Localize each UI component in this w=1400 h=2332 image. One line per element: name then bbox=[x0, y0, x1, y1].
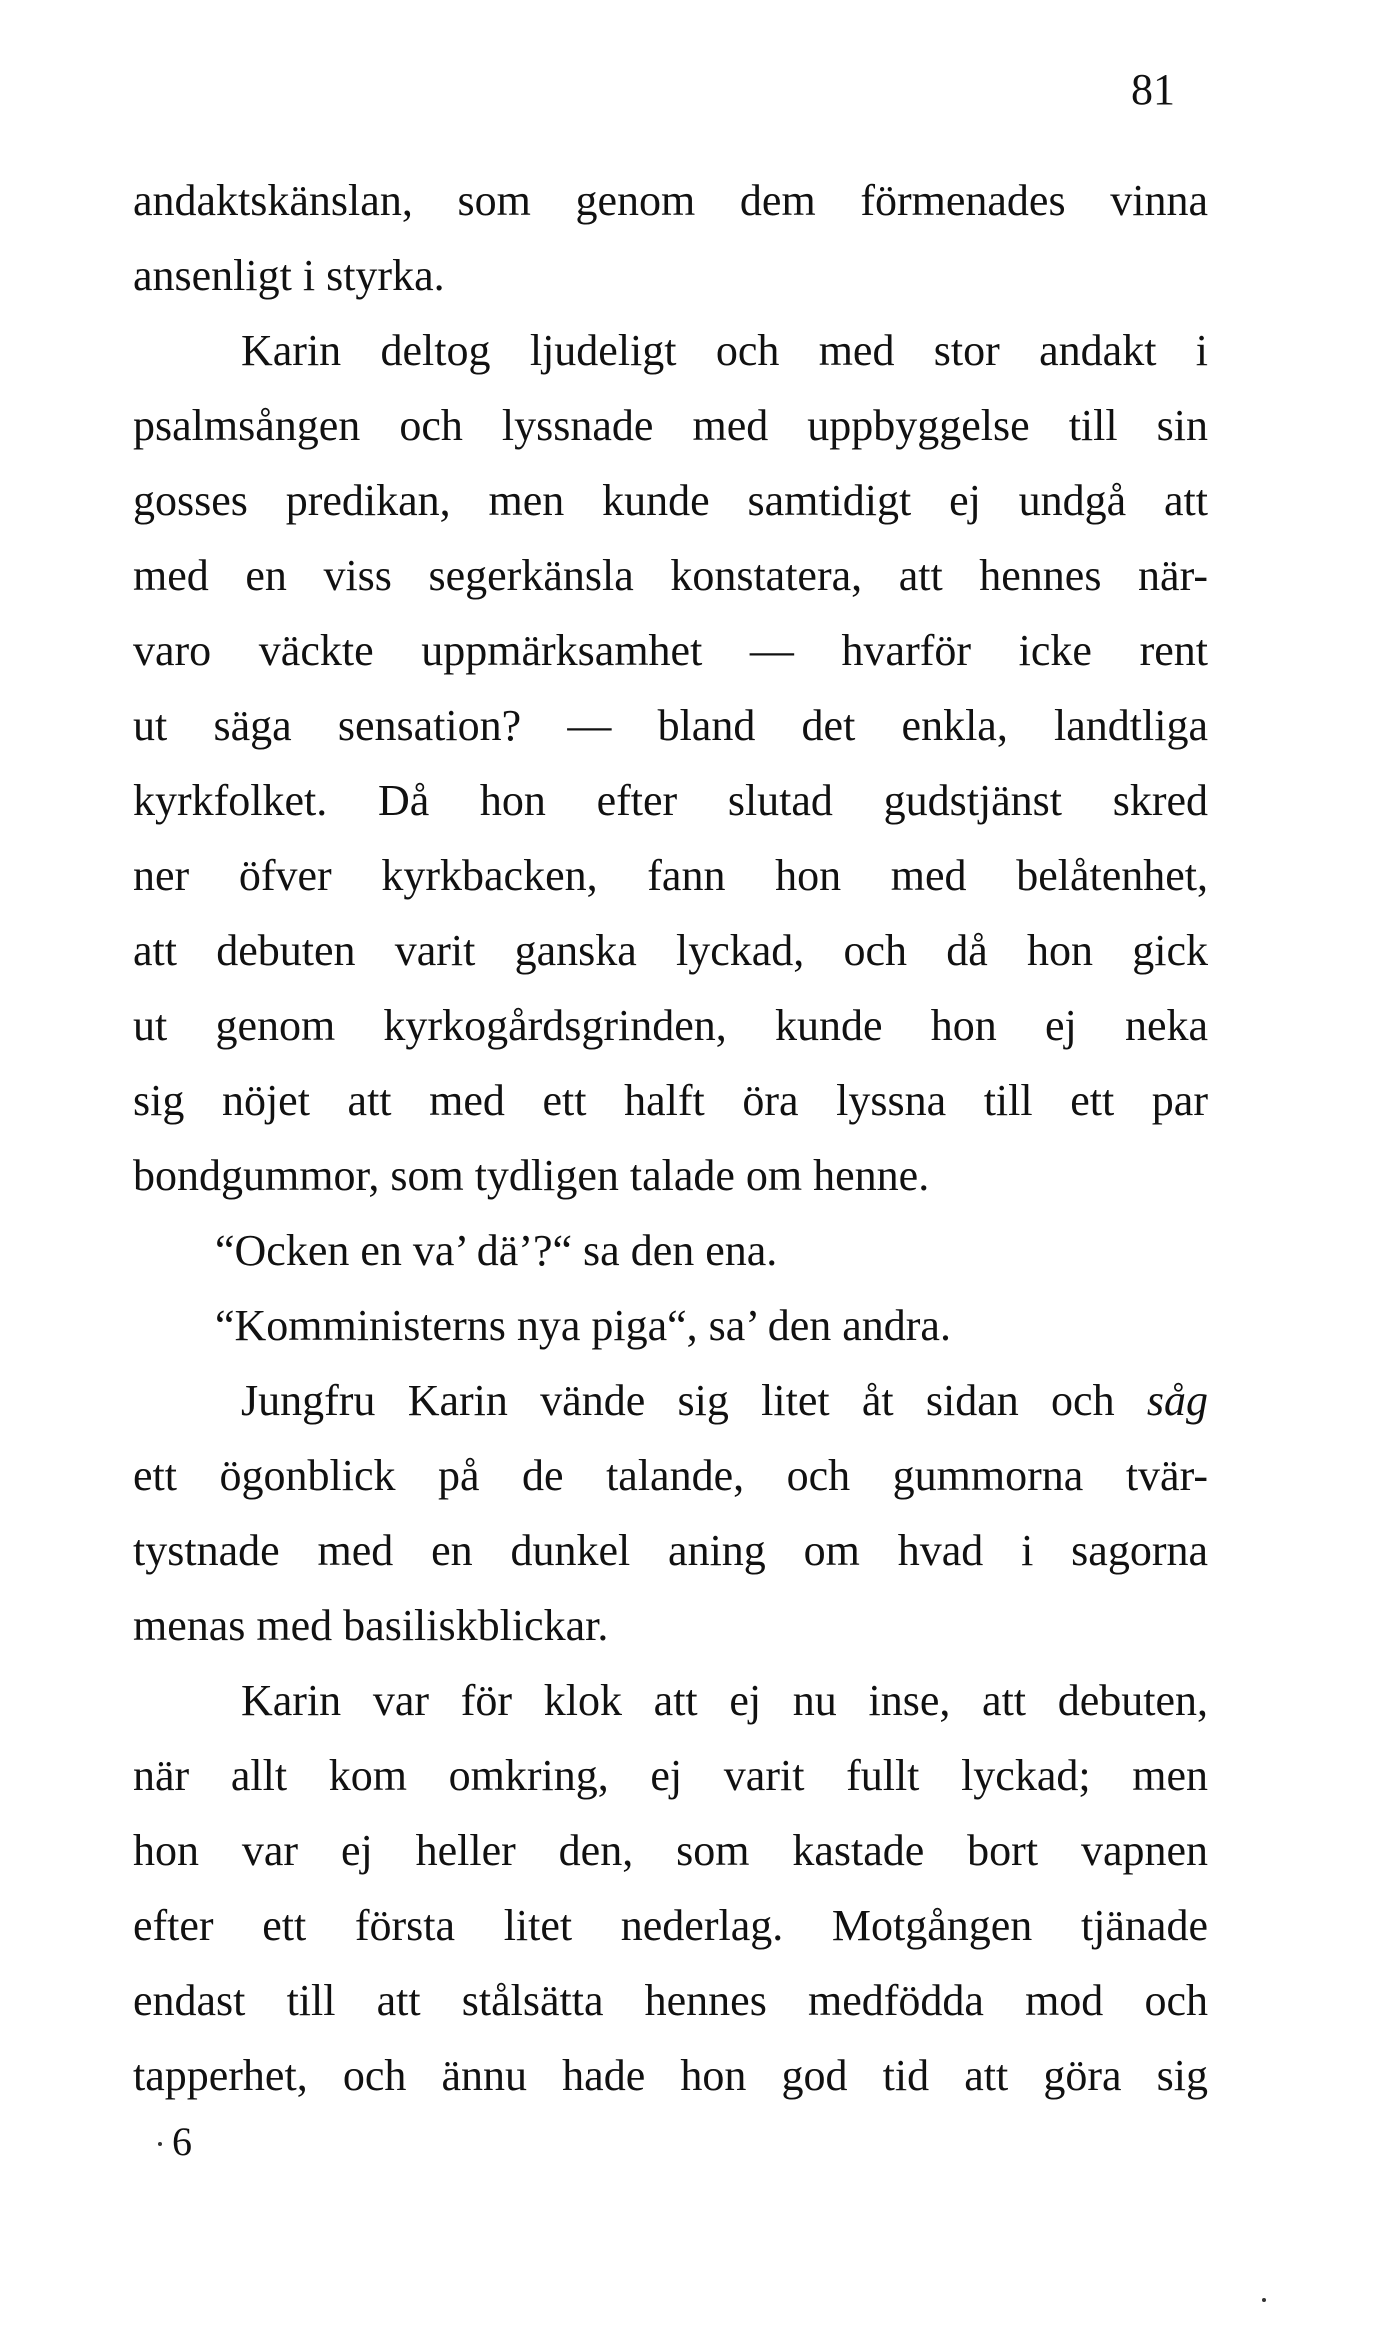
text-line bbox=[133, 538, 1208, 613]
line-text: tystnade med en dunkel aning om hvad i sagorna bbox=[133, 1526, 1208, 1575]
page-number: 81 bbox=[1131, 65, 1175, 114]
line-text: sig nöjet att med ett halft öra lyssna till ett par bbox=[133, 1076, 1208, 1125]
line-text: bondgummor, som tydligen talade om henne. bbox=[133, 1151, 930, 1200]
print-speck bbox=[158, 2142, 162, 2146]
line-text: när allt kom omkring, ej varit fullt lyckad; men bbox=[133, 1751, 1208, 1800]
line-text: ansenligt i styrka. bbox=[133, 251, 445, 300]
line-text: Karin var för klok att ej nu inse, att debuten, bbox=[241, 1676, 1208, 1725]
text-line bbox=[133, 163, 1208, 238]
line-text: ut säga sensation? — bland det enkla, landtliga bbox=[133, 701, 1208, 750]
line-text: hon var ej heller den, som kastade bort vapnen bbox=[133, 1826, 1208, 1875]
text-line bbox=[133, 988, 1208, 1063]
line-text: gosses predikan, men kunde samtidigt ej undgå att bbox=[133, 476, 1208, 525]
line-text: att debuten varit ganska lyckad, och då hon gick bbox=[133, 926, 1208, 975]
text-line bbox=[133, 1363, 1208, 1438]
text-line bbox=[133, 1513, 1208, 1588]
body-text bbox=[133, 163, 1208, 2113]
text-line bbox=[133, 913, 1208, 988]
line-text: menas med basiliskblickar. bbox=[133, 1601, 609, 1650]
text-line bbox=[133, 688, 1208, 763]
text-line bbox=[133, 313, 1208, 388]
line-text: varo väckte uppmärksamhet — hvarför icke rent bbox=[133, 626, 1208, 675]
signature-mark: 6 bbox=[172, 2119, 192, 2164]
text-line bbox=[133, 1813, 1208, 1888]
line-text: psalmsången och lyssnade med uppbyggelse till sin bbox=[133, 401, 1208, 450]
line-text: “Komministerns nya piga“, sa’ den andra. bbox=[215, 1301, 951, 1350]
line-text: Karin deltog ljudeligt och med stor andakt i bbox=[241, 326, 1208, 375]
text-line bbox=[133, 1663, 1208, 1738]
text-line bbox=[133, 1063, 1208, 1138]
line-text: “Ocken en va’ dä’?“ sa den ena. bbox=[215, 1226, 778, 1275]
line-text: efter ett första litet nederlag. Motgången tjänade bbox=[133, 1901, 1208, 1950]
text-line bbox=[133, 2038, 1208, 2113]
line-text: endast till att stålsätta hennes medfödda mod och bbox=[133, 1976, 1208, 2025]
text-line bbox=[133, 1738, 1208, 1813]
text-line bbox=[133, 1213, 1208, 1288]
italic-word: såg bbox=[1146, 1376, 1208, 1425]
text-line bbox=[133, 1288, 1208, 1363]
line-text: kyrkfolket. Då hon efter slutad gudstjänst skred bbox=[133, 776, 1208, 825]
text-line bbox=[133, 838, 1208, 913]
line-text: ut genom kyrkogårdsgrinden, kunde hon ej neka bbox=[133, 1001, 1208, 1050]
line-text: ner öfver kyrkbacken, fann hon med belåtenhet, bbox=[133, 851, 1208, 900]
text-line bbox=[133, 1138, 1208, 1213]
line-text: med en viss segerkänsla konstatera, att hennes när- bbox=[133, 551, 1208, 600]
line-text: Jungfru Karin vände sig litet åt sidan och bbox=[241, 1376, 1147, 1425]
text-line bbox=[133, 613, 1208, 688]
text-line bbox=[133, 1588, 1208, 1663]
text-line bbox=[133, 1888, 1208, 1963]
text-line bbox=[133, 388, 1208, 463]
text-line bbox=[133, 1963, 1208, 2038]
text-line bbox=[133, 238, 1208, 313]
text-line bbox=[133, 1438, 1208, 1513]
line-text: ett ögonblick på de talande, och gummorna tvär- bbox=[133, 1451, 1208, 1500]
text-line bbox=[133, 763, 1208, 838]
text-line bbox=[133, 463, 1208, 538]
line-text: tapperhet, och ännu hade hon god tid att göra sig bbox=[133, 2051, 1208, 2100]
print-speck bbox=[1262, 2298, 1266, 2302]
line-text: andaktskänslan, som genom dem förmenades vinna bbox=[133, 176, 1208, 225]
